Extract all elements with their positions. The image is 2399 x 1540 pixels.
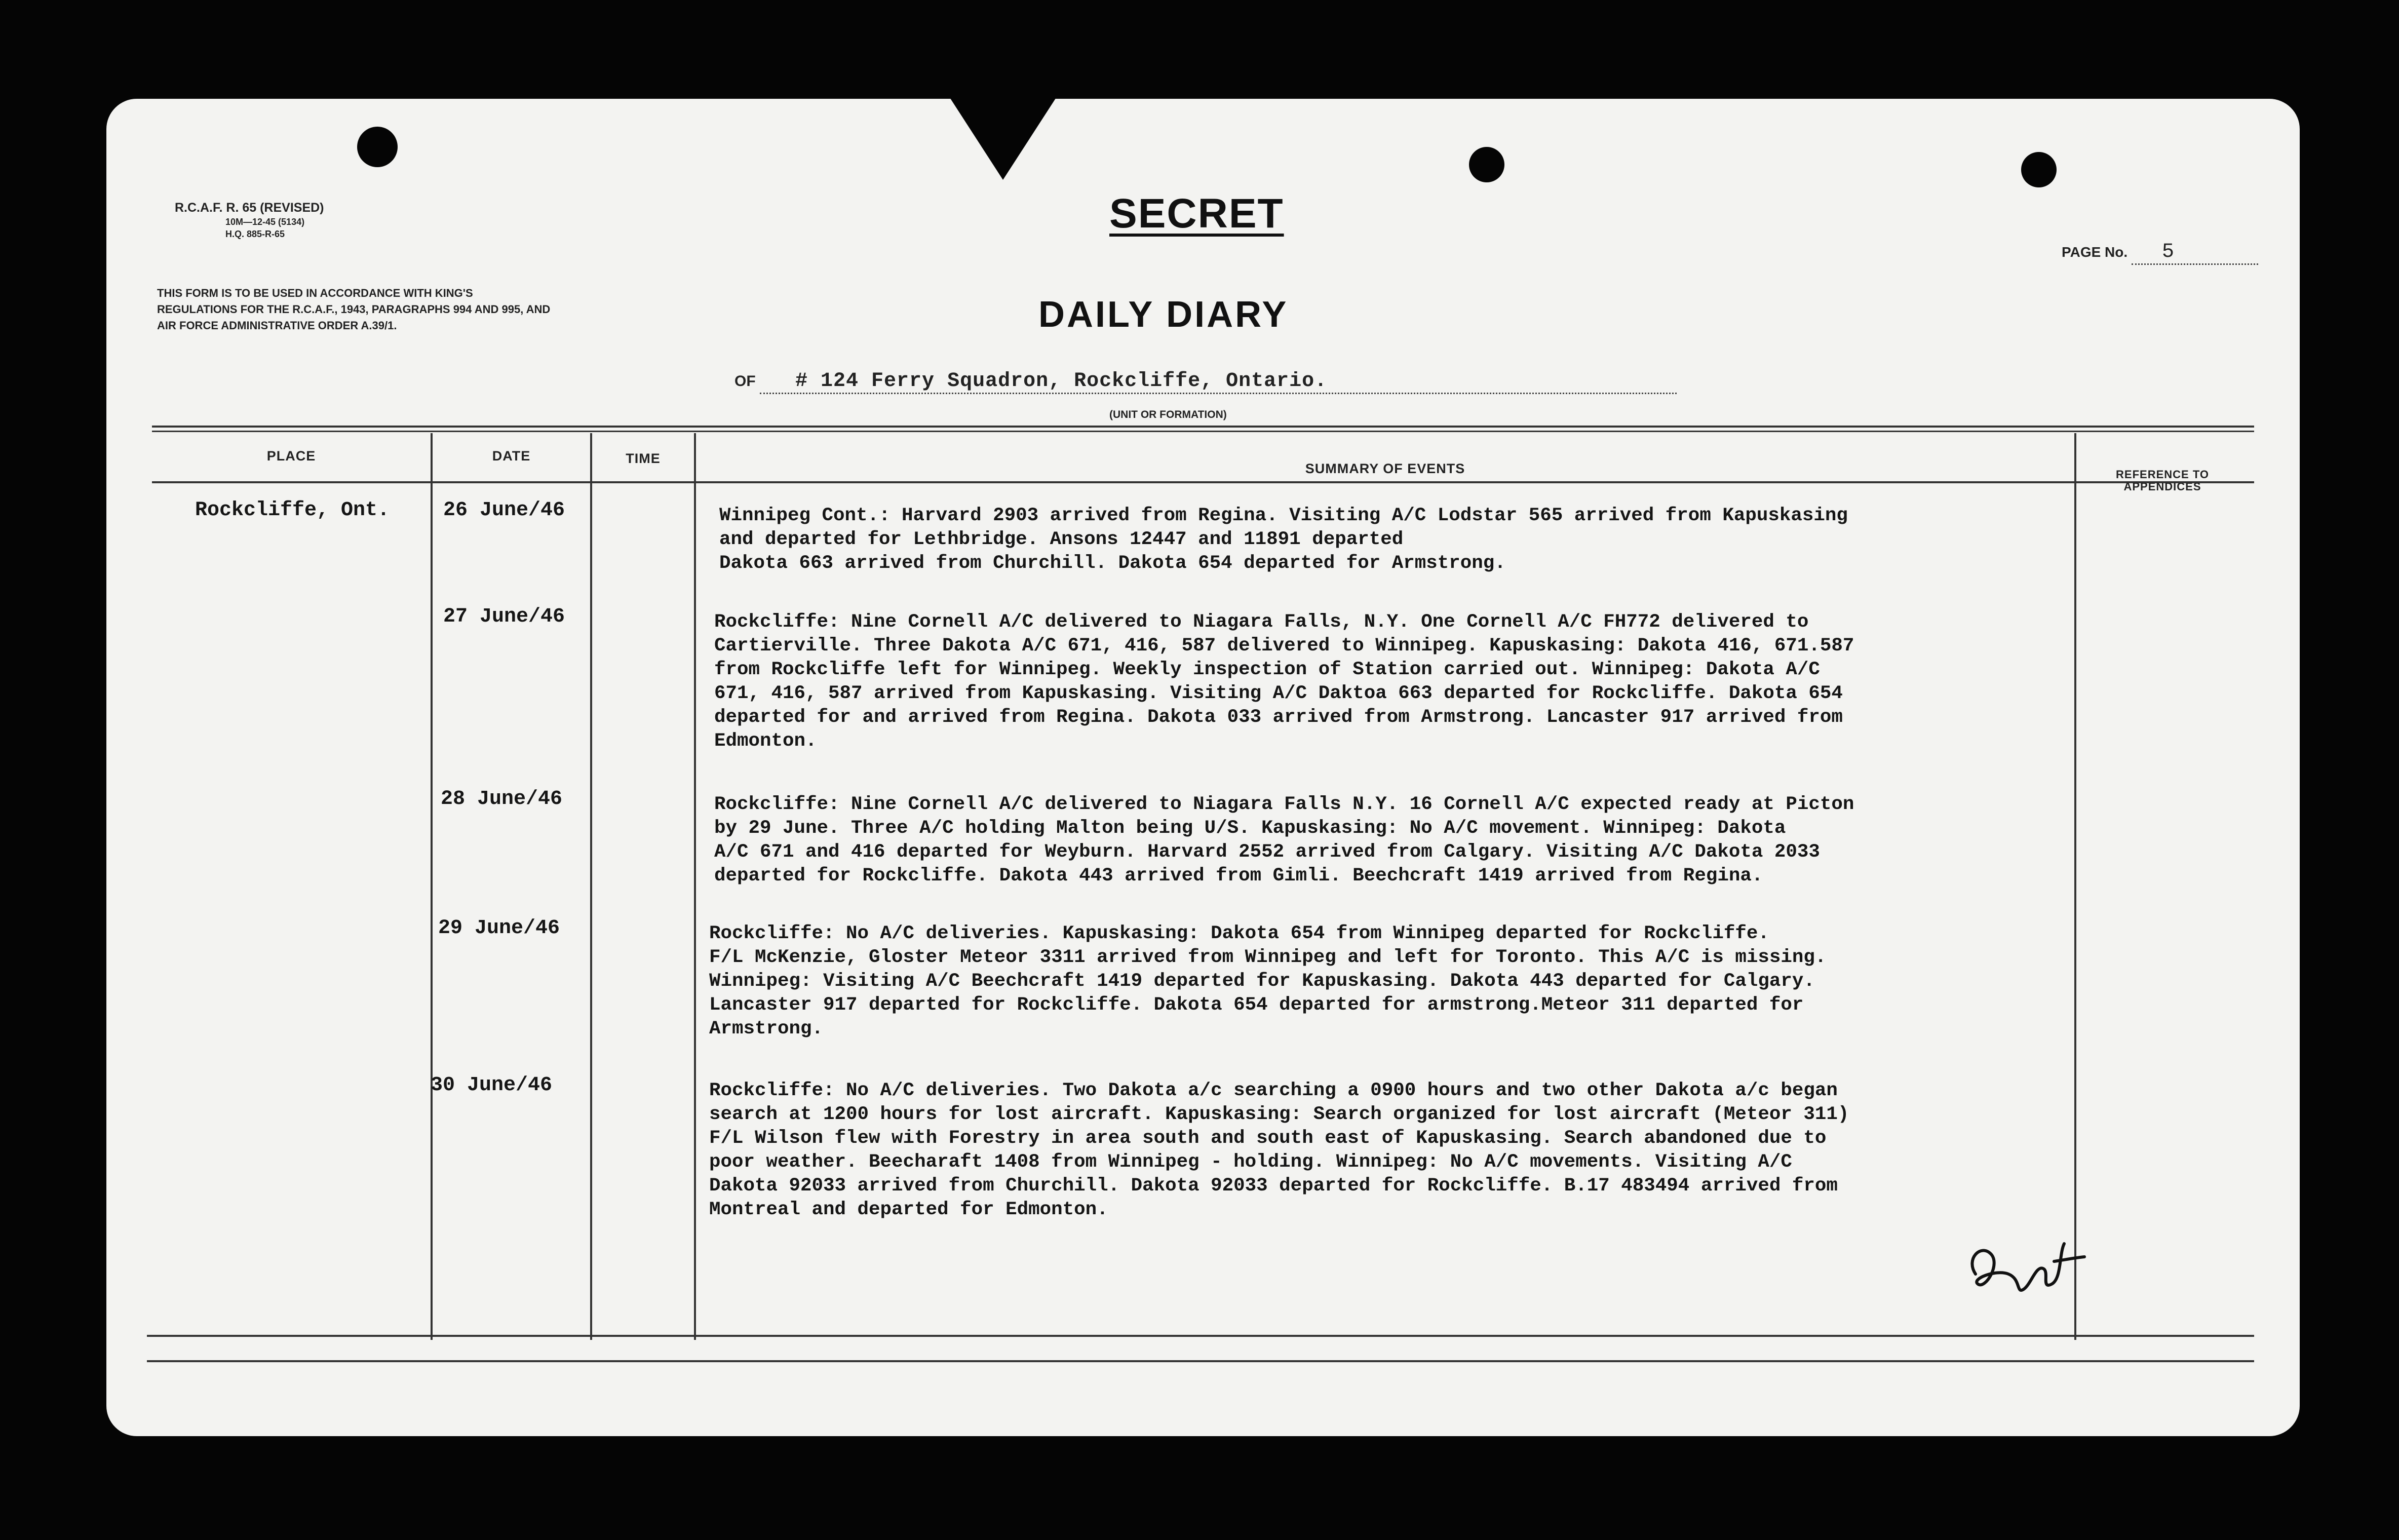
- column-divider-place-date: [431, 433, 433, 1340]
- footer-rule-2: [147, 1360, 2254, 1362]
- form-identifier: [175, 200, 324, 240]
- entry-date-30: 30 June/46: [431, 1074, 553, 1097]
- classification-stamp: SECRET: [1109, 190, 1284, 237]
- column-header-place: PLACE: [266, 448, 316, 464]
- entry-date-28: 28 June/46: [441, 788, 563, 811]
- entry-text-28: Rockcliffe: Nine Cornell A/C delivered to Niagara Falls N.Y. 16 Cornell A/C expected ready at Picton by 29 June. Three A/C holding Malton being U/S. Kapuskasing: No A/C movement. Winnipeg: Dakota A/C 671 and 416 departed for Weyburn. Harvard 2552 arrived from Calgary. Visiting A/C Dakota 2033 departed for Rockcliffe. Dakota 443 arrived from Gimli. Beechcraft 1419 arrived from Regina.: [714, 794, 1854, 887]
- entry-text-27: Rockcliffe: Nine Cornell A/C delivered to Niagara Falls, N.Y. One Cornell A/C FH772 delivered to Cartierville. Three Dakota A/C 671, 416, 587 delivered to Winnipeg. Kapuskasing: Dakota 416, 671.587 from Rockcliffe left for Winnipeg. Weekly inspection of Station carried out. Winnipeg: Dakota A/C 671, 416, 587 arrived from Kapuskasing. Visiting A/C Daktoa 663 departed for Rockcliffe. Dakota 654 departed for and arrived from Regina. Dakota 033 arrived from Armstrong. Lancaster 917 arrived from Edmonton.: [714, 611, 1854, 752]
- entry-date-26: 26 June/46: [443, 499, 565, 522]
- handwritten-signature: [1960, 1213, 2092, 1315]
- hq-reference: H.Q. 885-R-65: [225, 229, 285, 239]
- print-code: 10M—12-45 (5134): [225, 217, 305, 227]
- column-divider-time-summary: [694, 433, 696, 1340]
- binder-notch: [947, 99, 1059, 180]
- entry-text-29: Rockcliffe: No A/C deliveries. Kapuskasing: Dakota 654 from Winnipeg departed for Rockcliffe. F/L McKenzie, Gloster Meteor 3311 arrived from Winnipeg and left for Toronto. This A/C is missing. Winnipeg: Visiting A/C Beechcraft 1419 departed for Kapuskasing. Dakota 443 departed for Calgary. Lancaster 917 departed for Rockcliffe. Dakota 654 departed for armstrong.Meteor 311 departed for Armstrong.: [709, 923, 1827, 1040]
- header-rule-bottom: [152, 481, 2254, 483]
- column-divider-summary-reference: [2074, 433, 2076, 1340]
- page-title: DAILY DIARY: [1038, 294, 1289, 335]
- form-instructions: THIS FORM IS TO BE USED IN ACCORDANCE WITH KING'S REGULATIONS FOR THE R.C.A.F., 1943, PARAGRAPHS 994 AND 995, AND AIR FORCE ADMINISTRATIVE ORDER A.39/1.: [157, 287, 551, 332]
- column-header-date: DATE: [492, 448, 531, 464]
- of-label: OF: [734, 373, 756, 390]
- unit-line: [734, 370, 1677, 394]
- unit-name: # 124 Ferry Squadron, Rockcliffe, Ontario.: [760, 370, 1677, 394]
- page-number-label: PAGE No.: [2062, 244, 2128, 260]
- column-header-reference: REFERENCE TO APPENDICES: [2116, 468, 2209, 493]
- page-number-value: 5: [2132, 241, 2258, 265]
- column-header-summary: SUMMARY OF EVENTS: [1305, 461, 1465, 476]
- punch-hole-left: [357, 127, 398, 167]
- form-number: R.C.A.F. R. 65 (REVISED): [175, 201, 324, 215]
- punch-hole-right: [2021, 152, 2057, 187]
- entry-text-30: Rockcliffe: No A/C deliveries. Two Dakota a/c searching a 0900 hours and two other Dakota a/c began search at 1200 hours for lost aircraft. Kapuskasing: Search organized for lost aircraft (Meteor 311) F/L Wilson flew with Forestry in area south and south east of Kapuskasing. Search abandoned due to poor weather. Beecharaft 1408 from Winnipeg - holding. Winnipeg: No A/C movements. Visiting A/C Dakota 92033 arrived from Churchill. Dakota 92033 departed for Rockcliffe. B.17 483494 arrived from Montreal and departed for Edmonton.: [709, 1080, 1849, 1220]
- entry-date-27: 27 June/46: [443, 605, 565, 628]
- footer-rule: [147, 1335, 2254, 1337]
- place-value: Rockcliffe, Ont.: [195, 499, 390, 522]
- entry-text-26: Winnipeg Cont.: Harvard 2903 arrived from Regina. Visiting A/C Lodstar 565 arrived from Kapuskasing and departed for Lethbridge. Ansons 12447 and 11891 departed Dakota 663 arrived from Churchill. Dakota 654 departed for Armstrong.: [719, 505, 1848, 574]
- header-rule-top-2: [152, 431, 2254, 432]
- entry-date-29: 29 June/46: [438, 917, 560, 940]
- column-header-time: TIME: [626, 451, 661, 466]
- page-number-field: [2062, 241, 2258, 265]
- unit-caption: (UNIT OR FORMATION): [1109, 409, 1227, 420]
- header-rule-top: [152, 426, 2254, 428]
- punch-hole-middle: [1469, 147, 1504, 182]
- column-divider-date-time: [590, 433, 592, 1340]
- diary-form-card: [106, 99, 2300, 1436]
